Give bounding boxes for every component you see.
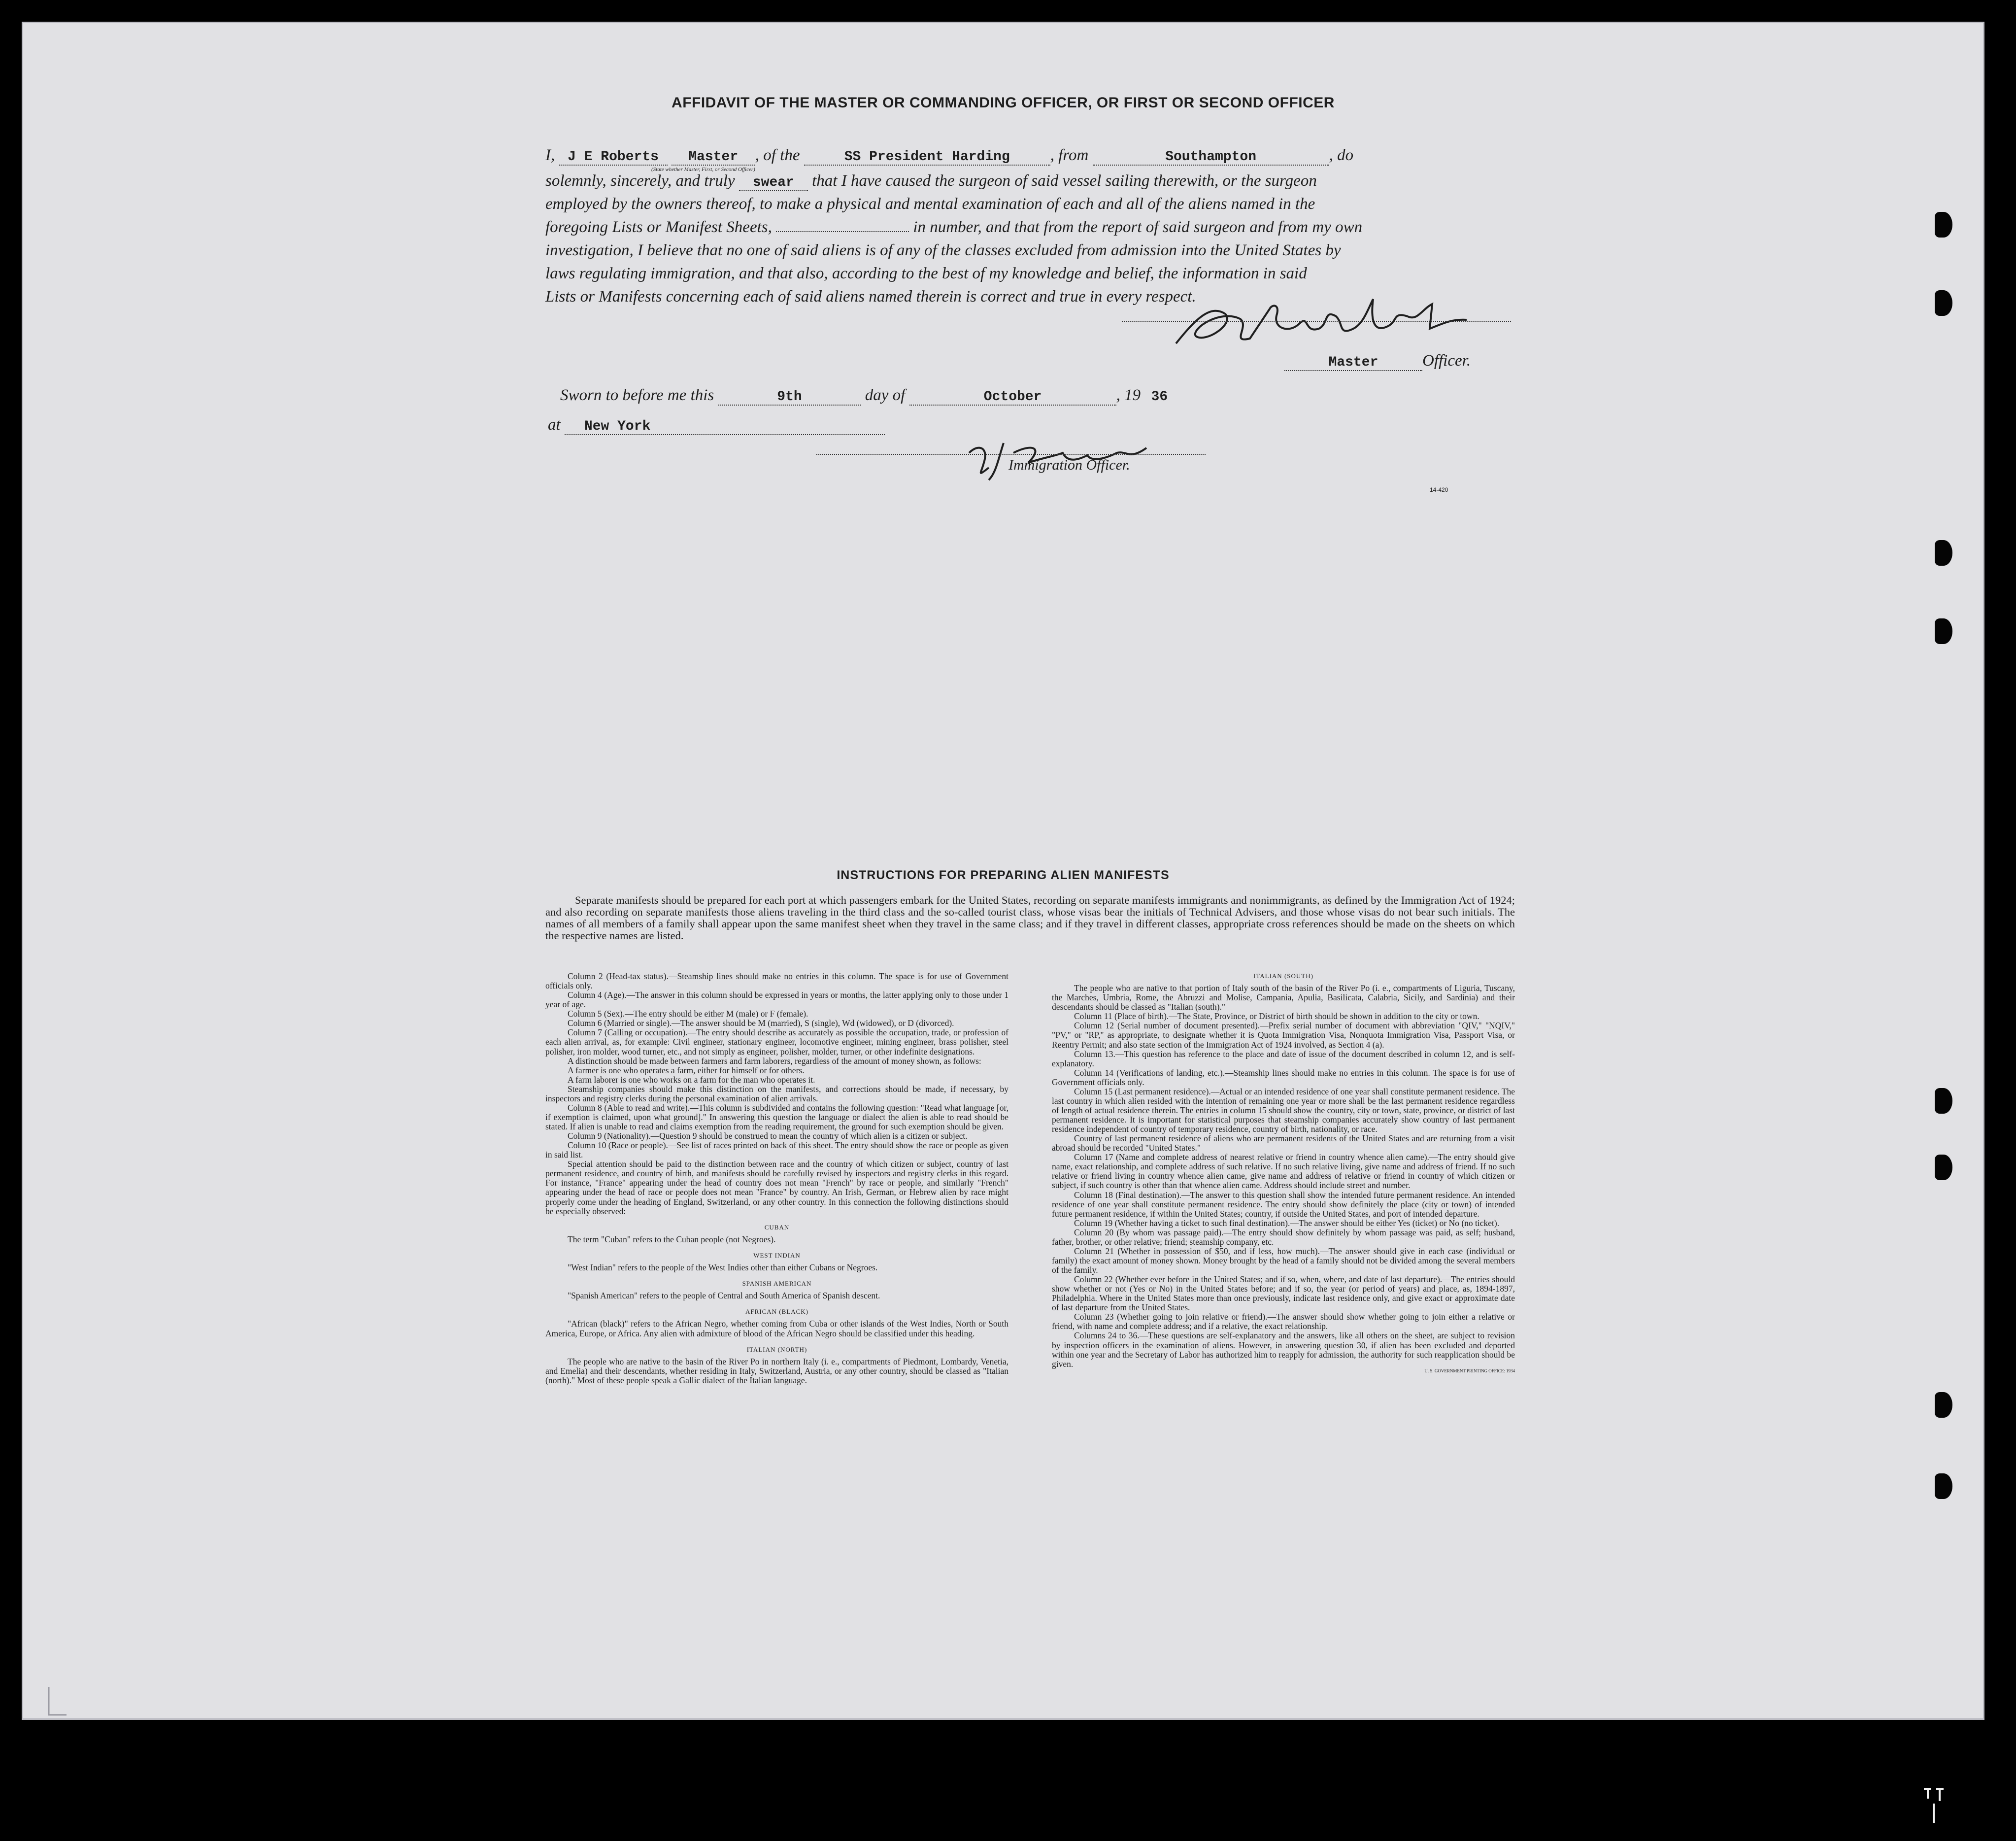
immigration-signature-line: [816, 454, 1206, 455]
farm-laborer-definition: A farm laborer is one who works on a farm for the man who operates it.: [568, 1074, 815, 1085]
port-of-departure: Southampton: [1093, 149, 1329, 166]
officer-title-line: Master Officer.: [1284, 352, 1471, 371]
column-13-note: Column 13.—This question has reference to the place and date of issue of the document described in column 12, and is self-explanatory.: [1052, 1049, 1515, 1068]
binder-hole: [1935, 1155, 1952, 1180]
affidavit-title: AFFIDAVIT OF THE MASTER OR COMMANDING OFFICER, OR FIRST OR SECOND OFFICER: [672, 95, 1335, 111]
binder-hole: [1935, 618, 1952, 644]
column-22-note: Column 22 (Whether ever before in the United States; and if so, when, where, and date of last departure).—The entries should show whether or not (Yes or No) in the United States before; and if so, the year (or period of years) and place, as, 1894-1897, Philadelphia. Where in the United States more than once previously, indicate last residence only, and give exact or approximate date of last departure from the United States.: [1052, 1274, 1515, 1313]
column-18-note: Column 18 (Final destination).—The answer to this question shall show the intended future permanent residence. An intended residence of one year shall constitute permanent residence. The entry should show definitely the place (city or town) of intended future permanent residence, if within the United States; country, if outside the United States, and port of intended departure.: [1052, 1190, 1515, 1219]
affidavit-line-2: solemnly, sincerely, and truly swear that I have caused the surgeon of said vessel sailing therewith, or the surgeon: [545, 172, 1317, 190]
affidavit-line-5: investigation, I believe that no one of said aliens is of any of the classes excluded from admission into the United States by: [545, 241, 1341, 259]
columns-24-36-note: Columns 24 to 36.—These questions are self-explanatory and the answers, like all others on the sheet, are subject to revision by inspection officers in the examination of aliens. However, in answering question 30, if alien has been excluded and deported within one year and the Secretary of Labor has authorized him to reapply for admission, the authority for such reapplication should be given.: [1052, 1330, 1515, 1369]
column-11-note: Column 11 (Place of birth).—The State, Province, or District of birth should be shown in addition to the city or town.: [1074, 1011, 1479, 1022]
farmer-definition: A farmer is one who operates a farm, either for himself or for others.: [568, 1065, 805, 1075]
instructions-title: INSTRUCTIONS FOR PREPARING ALIEN MANIFESTS: [837, 868, 1170, 882]
heading-west-indian: WEST INDIAN: [753, 1251, 801, 1259]
column-14-note: Column 14 (Verifications of landing, etc.).—Steamship lines should make no entries in this column. The space is for use of Government officials only.: [1052, 1067, 1515, 1087]
west-indian-definition: "West Indian" refers to the people of the West Indies other than either Cubans or Negroes.: [568, 1262, 878, 1272]
column-5-note: Column 5 (Sex).—The entry should be either M (male) or F (female).: [568, 1009, 808, 1019]
race-distinction-note: Special attention should be paid to the distinction between race and the country of which citizen or subject, country of last permanent residence, and country of birth, and manifests should be carefully revised by inspectors and registry clerks in this regard. For instance, "France" appearing under the head of country does not mean "French" by race or people, and similarly "French" appearing under the head of race or people does not mean "France" by country. An Irish, German, or Hebrew alien by race might properly come under the heading of England, Switzerland, or any other country. In this connection the following distinctions should be especially observed:: [545, 1159, 1008, 1216]
instructions-intro: Separate manifests should be prepared for each port at which passengers embark for the United States, recording on separate manifests immigrants and nonimmigrants, as defined by the Immigration Act of 1924; and also recording on separate manifests those aliens traveling in the third class and the so-called tourist class, whose visas bear the initials of Technical Advisers, and those whose visas do not bear such initials. The names of all members of a family shall appear upon the same manifest sheet when they travel in the same class; and if they travel in different classes, appropriate cross references should be made on the sheets on which the respective names are listed.: [545, 894, 1515, 942]
heading-african-black: AFRICAN (BLACK): [745, 1308, 809, 1316]
column-17-note: Column 17 (Name and complete address of nearest relative or friend in country whence alien came).—The entry should give name, exact relationship, and complete address of such relative. If no such relative living, give name and address of friend. If no such relative or friend living in country whence alien came, give name and address of relative or friend in country of which citizen or subject, if such country is other than that whence alien came. Address should include street and number.: [1052, 1152, 1515, 1191]
scan-mark: [1919, 1784, 1949, 1828]
master-name: J E Roberts: [559, 149, 668, 166]
column-12-note: Column 12 (Serial number of document presented).—Prefix serial number of document with abbreviation "QIV," "NQIV," "PV," or "RP," as appropriate, to designate whether it is Quota Immigration Visa, Nonquota Immigration Visa, Passport Visa, or Reentry Permit; and also state section of the Immigration Act of 1924 involved, as Section 4 (a).: [1052, 1021, 1515, 1050]
column-10-note: Column 10 (Race or people).—See list of races printed on back of this sheet. The entry should show the race or people as given in said list.: [545, 1140, 1008, 1160]
manifest-sheet: [22, 22, 1984, 1720]
binder-hole: [1935, 212, 1952, 238]
sworn-year: 36: [1151, 389, 1168, 405]
affidavit-line-4: foregoing Lists or Manifest Sheets, in number, and that from the report of said surgeon and from my own: [545, 218, 1363, 236]
officer-rank: Master: [672, 149, 755, 166]
oath-word: swear: [739, 175, 808, 191]
column-9-note: Column 9 (Nationality).—Question 9 should be construed to mean the country of which alien is a citizen or subject.: [568, 1131, 968, 1141]
heading-italian-north: ITALIAN (NORTH): [746, 1345, 807, 1353]
sworn-place: New York: [565, 419, 885, 435]
heading-cuban: CUBAN: [764, 1223, 790, 1231]
farmer-distinction: A distinction should be made between farmers and farm laborers, regardless of the amount of money shown, as follows:: [568, 1056, 981, 1066]
sworn-day: 9th: [718, 389, 861, 406]
form-number: 14-420: [1430, 486, 1448, 493]
officer-title-rank: Master: [1284, 355, 1422, 371]
column-15-note: Column 15 (Last permanent residence).—Actual or an intended residence of one year shall constitute permanent residence. The last country in which alien resided with the intention of remaining one year or more shall be the last permanent residence regardless of length of actual residence therein. The entries in column 15 should show the country, city or town, state, province, or district of last permanent residence. It is important for statistical purposes that steamship companies accurately show country of last permanent residence independent of country of temporary residence, country of birth, nationality, or race.: [1052, 1086, 1515, 1134]
african-black-definition: "African (black)" refers to the African Negro, whether coming from Cuba or other islands of the West Indies, North or South America, Europe, or Africa. Any alien with admixture of blood of the African Negro should be classified under this heading.: [545, 1319, 1008, 1338]
binder-hole: [1935, 1088, 1952, 1114]
sworn-place-line: at New York: [548, 416, 885, 435]
folded-corner-mark: [48, 1686, 67, 1716]
rank-note: (State whether Master, First, or Second Officer): [651, 167, 755, 172]
column-20-note: Column 20 (By whom was passage paid).—The entry should show definitely by whom passage was paid, as self; husband, father, brother, or other relative; friend; steamship company, etc.: [1052, 1227, 1515, 1247]
column-23-note: Column 23 (Whether going to join relative or friend).—The answer should show whether going to join either a relative or friend, with name and complete address; and if a relative, the exact relationship.: [1052, 1312, 1515, 1331]
immigration-officer-label: Immigration Officer.: [1008, 457, 1130, 473]
cuban-definition: The term "Cuban" refers to the Cuban people (not Negroes).: [568, 1234, 776, 1244]
column-8-note: Column 8 (Able to read and write).—This column is subdivided and contains the following question: "Read what language [or, if exemption is claimed, upon what ground]." In answering this question the language or dialect the alien is able to read should be stated. If alien is unable to read and claims exemption from the reading requirement, the ground for such exemption should be given.: [545, 1102, 1008, 1131]
italian-north-definition: The people who are native to the basin of the River Po in northern Italy (i. e., compartments of Piedmont, Lombardy, Venetia, and Emelia) and their descendants, whether residing in Italy, Switzerland, Austria, or any other country, should be classed as "Italian (north)." Most of these people speak a Gallic dialect of the Italian language.: [545, 1356, 1008, 1385]
italian-south-definition: The people who are native to that portion of Italy south of the basin of the River Po (i. e., compartments of Liguria, Tuscany, the Marches, Umbria, Rome, the Abruzzi and Molise, Campania, Apulia, Basilicata, Calabria, Sicily, and Sardinia) and their descendants should be classed as "Italian (south).": [1052, 983, 1515, 1012]
signature-line: [1122, 321, 1511, 322]
sworn-line: Sworn to before me this 9th day of October , 19 36: [560, 386, 1174, 406]
printer-imprint: U. S. GOVERNMENT PRINTING OFFICE: 1934: [1424, 1368, 1515, 1373]
column-19-note: Column 19 (Whether having a ticket to such final destination).—The answer should be either Yes (ticket) or No (no ticket).: [1074, 1218, 1500, 1228]
heading-italian-south: ITALIAN (SOUTH): [1253, 972, 1313, 980]
residence-returning-note: Country of last permanent residence of aliens who are permanent residents of the United States and are returning from a visit abroad should be recorded "United States.": [1052, 1133, 1515, 1153]
binder-hole: [1935, 1473, 1952, 1499]
steamship-distinction: Steamship companies should make this distinction on the manifests, and corrections should be made, if necessary, by inspectors and registry clerks during the personal examination of alien arrivals.: [545, 1084, 1008, 1103]
column-7-note: Column 7 (Calling or occupation).—The entry should describe as accurately as possible the occupation, trade, or profession of each alien arrival, as, for example: Civil engineer, stationary engineer, locomotive engineer, mining engineer, brass polisher, steel polisher, iron molder, wood turner, etc., and not simply as engineer, polisher, molder, turner, or other indefinite designations.: [545, 1027, 1008, 1057]
vessel-name: SS President Harding: [804, 149, 1050, 166]
column-6-note: Column 6 (Married or single).—The answer should be M (married), S (single), Wd (widowed), or D (divorced).: [568, 1018, 954, 1028]
instructions-right-column: [1052, 972, 1515, 1374]
heading-spanish-american: SPANISH AMERICAN: [742, 1280, 812, 1288]
binder-hole: [1935, 540, 1952, 566]
affidavit-line-6: laws regulating immigration, and that also, according to the best of my knowledge and belief, the information in said: [545, 265, 1307, 282]
column-4-note: Column 4 (Age).—The answer in this column should be expressed in years or months, the latter applying only to those under 1 year of age.: [545, 990, 1008, 1010]
column-21-note: Column 21 (Whether in possession of $50, and if less, how much).—The answer should give in each case (individual or family) the exact amount of money shown. Money brought by the head of a family should not be divided among the several members of the family.: [1052, 1246, 1515, 1275]
column-2-note: Column 2 (Head-tax status).—Steamship lines should make no entries in this column. The space is for use of Government officials only.: [545, 971, 1008, 991]
binder-hole: [1935, 1392, 1952, 1418]
spanish-american-definition: "Spanish American" refers to the people of Central and South America of Spanish descent.: [568, 1291, 880, 1301]
sworn-month: October: [909, 389, 1116, 406]
binder-hole: [1935, 290, 1952, 316]
affidavit-line-3: employed by the owners thereof, to make a physical and mental examination of each and all of the aliens named in the: [545, 195, 1315, 213]
affidavit-line-7: Lists or Manifests concerning each of said aliens named therein is correct and true in every respect.: [545, 288, 1196, 306]
sheet-count: [776, 231, 909, 232]
affidavit-line-1: I, J E Roberts Master , of the SS President Harding , from Southampton , do: [545, 146, 1354, 165]
instructions-left-column: [545, 972, 1008, 1385]
